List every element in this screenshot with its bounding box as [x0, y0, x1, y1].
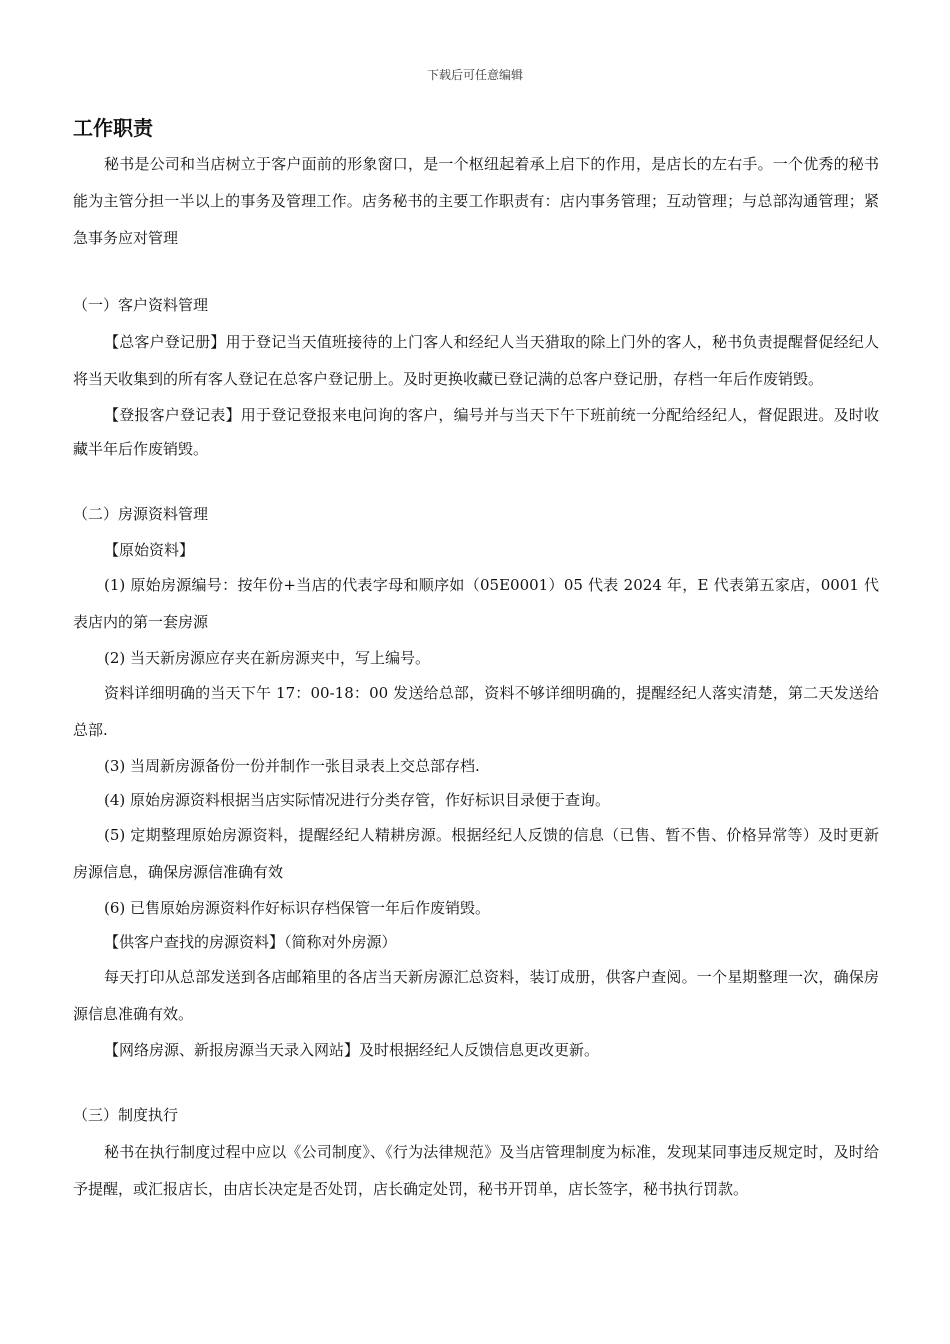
paragraph-customer-form: 【登报客户登记表】用于登记登报来电问询的客户，编号并与当天下午下班前统一分配给经纪人，督促跟进。及时收藏半年后作废销毁。 — [73, 406, 879, 458]
list-item-6: (6) 已售原始房源资料作好标识存档保管一年后作废销毁。 — [104, 899, 491, 917]
intro-paragraph: 秘书是公司和当店树立于客户面前的形象窗口，是一个枢纽起着承上启下的作用，是店长的左右手。一个优秀的秘书能为主管分担一半以上的事务及管理工作。店务秘书的主要工作职责有：店内事务管理；互动管理；与总部沟通管理；紧急事务应对管理 — [73, 155, 879, 247]
section-heading-listings: （二）房源资料管理 — [73, 505, 209, 523]
paragraph-send-to-hq: 资料详细明确的当天下午 17：00-18：00 发送给总部，资料不够详细明确的，提醒经纪人落实清楚，第二天发送给总部. — [73, 684, 879, 739]
section-heading-customer: （一）客户资料管理 — [73, 296, 209, 314]
document-title: 工作职责 — [73, 116, 153, 140]
paragraph-daily-print: 每天打印从总部发送到各店邮箱里的各店当天新房源汇总资料，装订成册，供客户查阅。一个星期整理一次，确保房源信息准确有效。 — [73, 968, 879, 1023]
paragraph-online-listings: 【网络房源、新报房源当天录入网站】及时根据经纪人反馈信息更改更新。 — [104, 1041, 600, 1059]
list-item-3: (3) 当周新房源备份一份并制作一张目录表上交总部存档. — [104, 757, 480, 775]
subheading-external-listings: 【供客户查找的房源资料】（简称对外房源） — [104, 933, 397, 951]
list-item-5: (5) 定期整理原始房源资料，提醒经纪人精耕房源。根据经纪人反馈的信息（已售、暂不售、价格异常等）及时更新房源信息，确保房源信准确有效 — [73, 826, 879, 881]
list-item-1: (1) 原始房源编号：按年份+当店的代表字母和顺序如（05E0001）05 代表 2024 年，E 代表第五家店，0001 代表店内的第一套房源 — [73, 576, 879, 631]
paragraph-customer-register: 【总客户登记册】用于登记当天值班接待的上门客人和经纪人当天猎取的除上门外的客人，秘书负责提醒督促经纪人将当天收集到的所有客人登记在总客户登记册上。及时更换收藏已登记满的总客户登记册，存档一年后作废销毁。 — [73, 333, 879, 388]
document-body — [73, 114, 879, 1208]
paragraph-rules-enforcement: 秘书在执行制度过程中应以《公司制度》、《行为法律规范》及当店管理制度为标准，发现某同事违反规定时，及时给予提醒，或汇报店长，由店长决定是否处罚，店长确定处罚，秘书开罚单，店长签字，秘书执行罚款。 — [73, 1143, 879, 1198]
list-item-4: (4) 原始房源资料根据当店实际情况进行分类存管，作好标识目录便于查询。 — [104, 791, 611, 809]
list-item-2: (2) 当天新房源应存夹在新房源夹中，写上编号。 — [104, 649, 431, 667]
subheading-original-data: 【原始资料】 — [104, 541, 195, 559]
section-heading-rules: （三）制度执行 — [73, 1106, 179, 1124]
page-header: 下载后可任意编辑 — [426, 68, 523, 82]
